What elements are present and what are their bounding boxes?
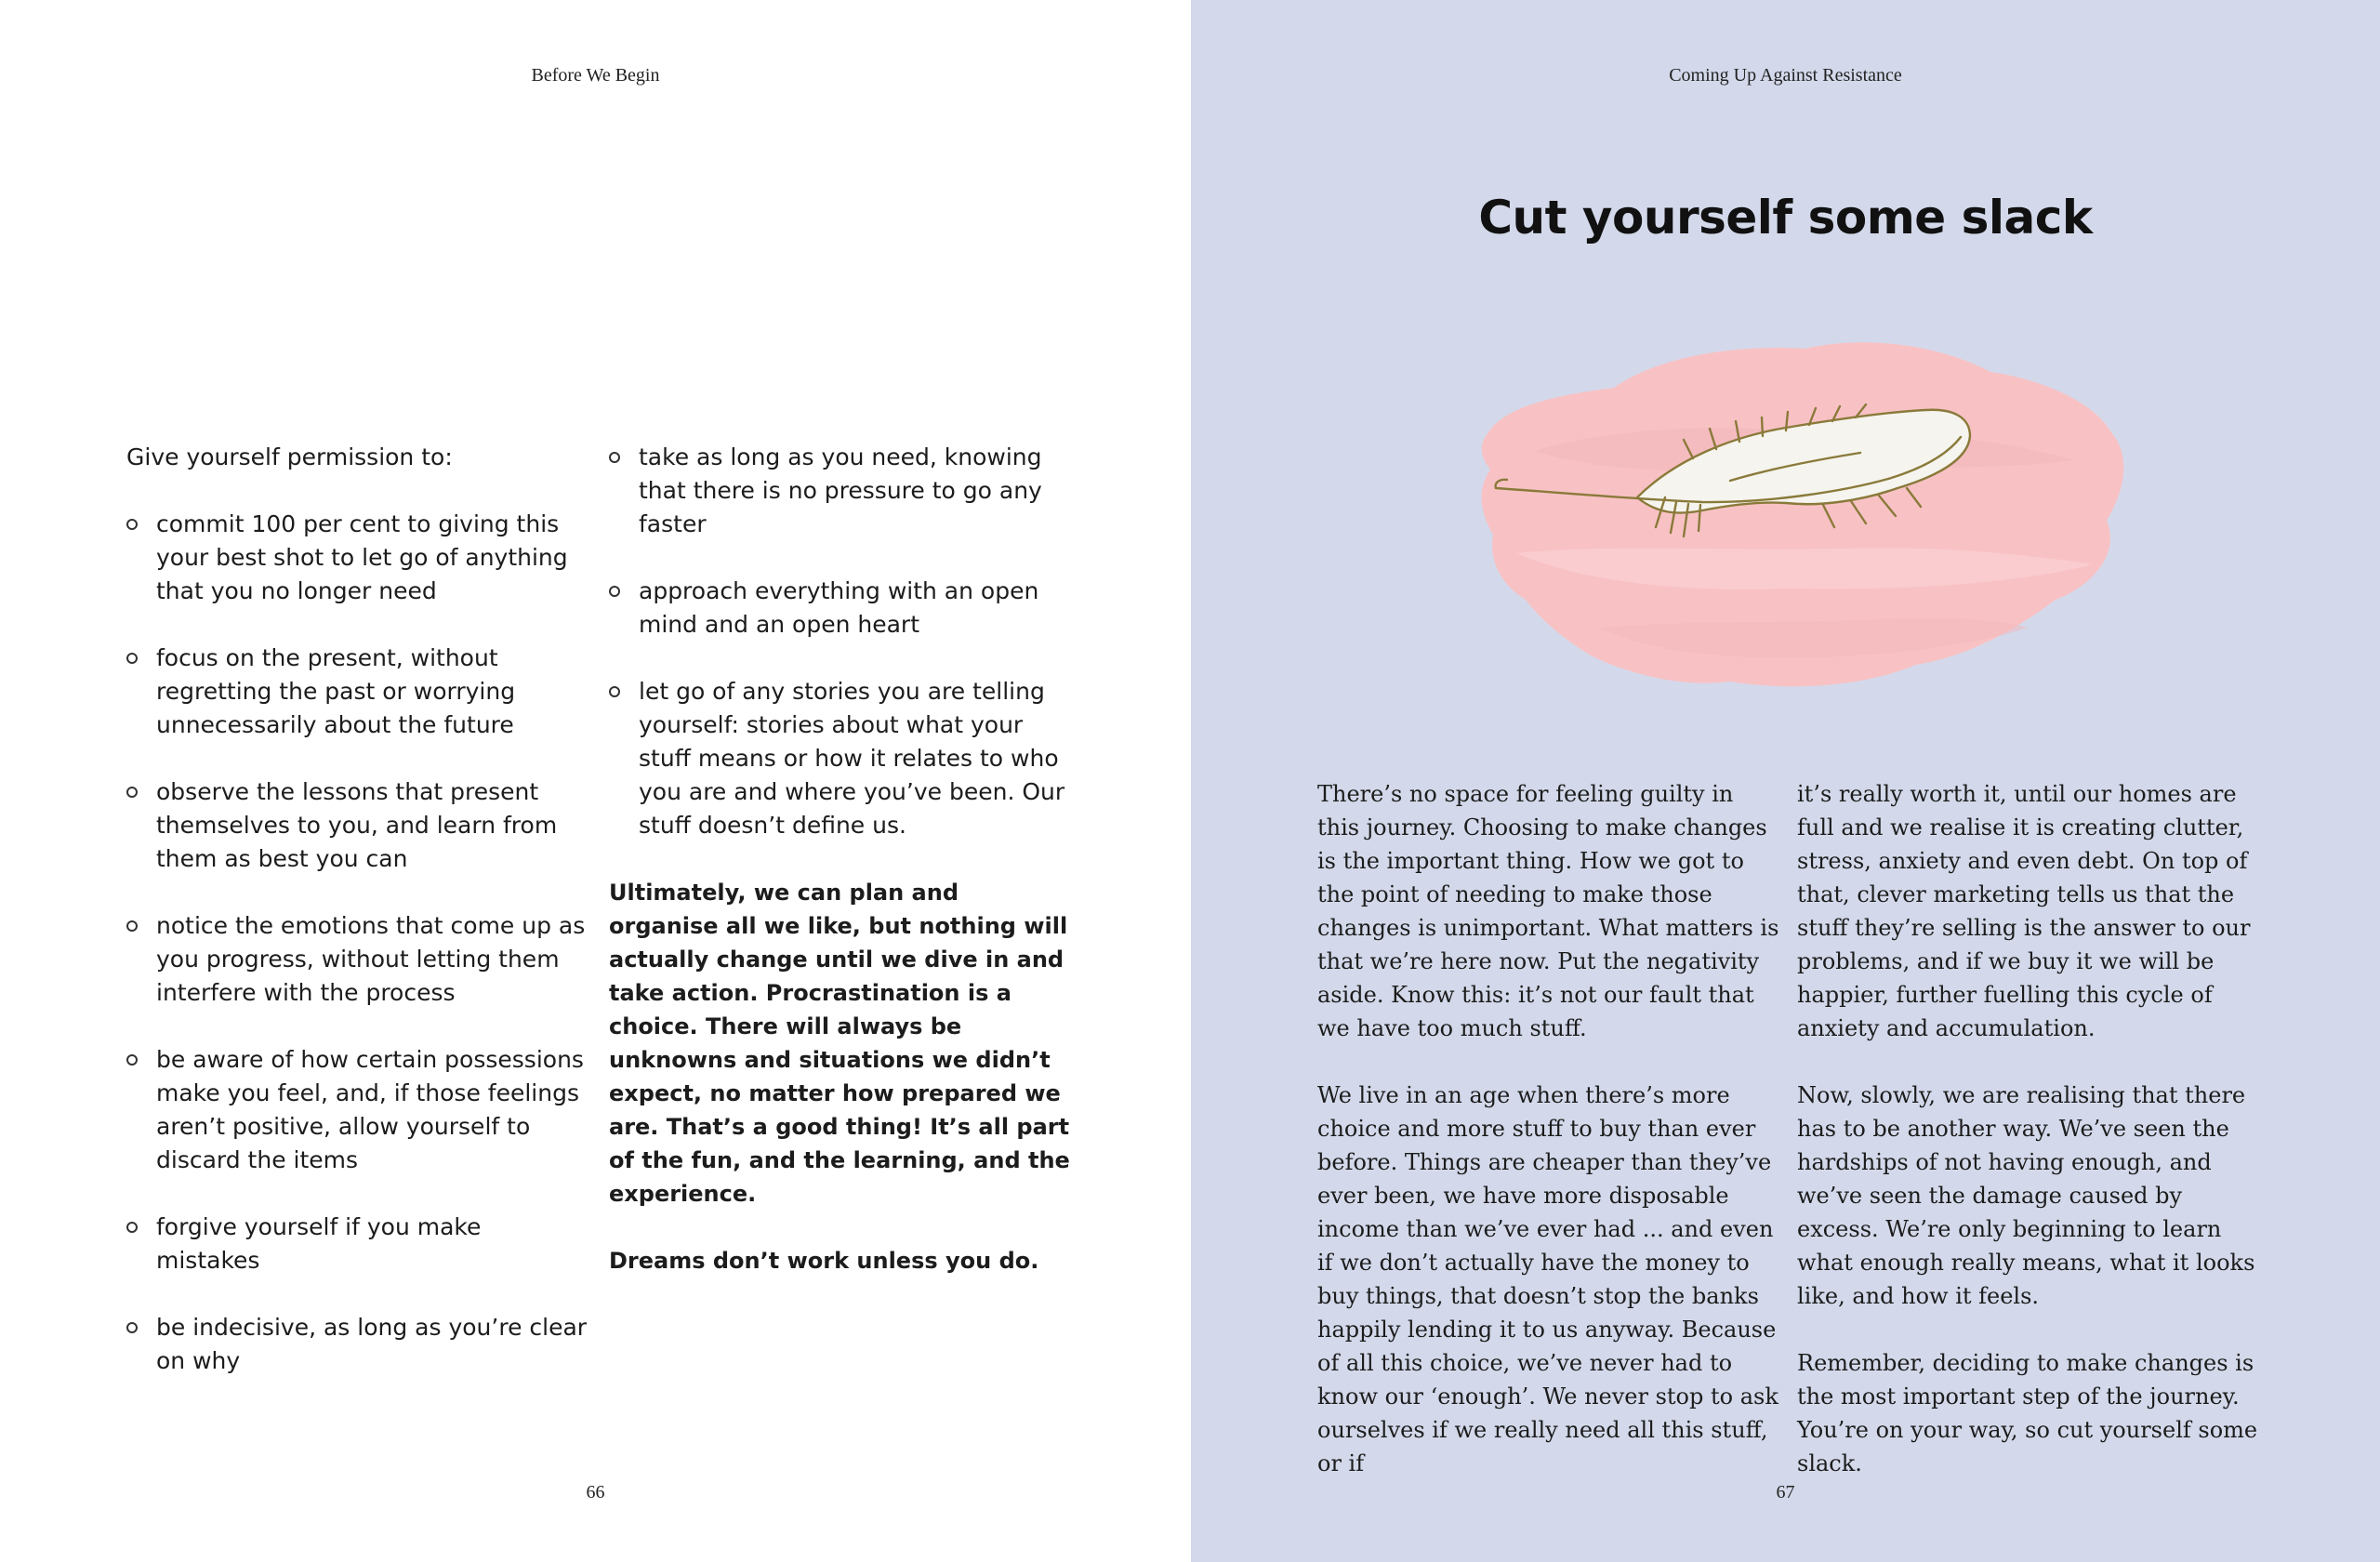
circle-bullet-icon bbox=[126, 519, 138, 530]
list-item: focus on the present, without regretting the past or worrying unnecessarily about the future bbox=[126, 642, 591, 742]
body-paragraph: Remember, deciding to make changes is the most important step of the journey. You’re on your way, so cut yourself some slack. bbox=[1797, 1350, 2258, 1476]
circle-bullet-icon bbox=[609, 686, 620, 697]
circle-bullet-icon bbox=[609, 452, 620, 463]
circle-bullet-icon bbox=[126, 1222, 138, 1233]
left-column-a bbox=[126, 441, 591, 1411]
list-item: observe the lessons that present themselves to you, and learn from them as best you can bbox=[126, 775, 591, 876]
body-paragraph: Now, slowly, we are realising that there has to be another way. We’ve seen the hardships of not having enough, and we’ve seen the damage caused by excess. We’re only beginning to learn what enough really means, what it looks like, and how it feels. bbox=[1797, 1082, 2255, 1309]
page-number-left: 66 bbox=[586, 1482, 605, 1502]
list-item: be indecisive, as long as you’re clear on why bbox=[126, 1311, 591, 1378]
circle-bullet-icon bbox=[126, 1322, 138, 1333]
list-item: take as long as you need, knowing that there is no pressure to go any faster bbox=[609, 441, 1074, 541]
circle-bullet-icon bbox=[126, 920, 138, 932]
chapter-title: Cut yourself some slack bbox=[1478, 191, 2093, 245]
closing-line: Dreams don’t work unless you do. bbox=[609, 1248, 1039, 1274]
body-paragraph: it’s really worth it, until our homes are full and we realise it is creating clutter, stress, anxiety and even debt. On top of that, clever marketing tells us that the stuff they’re selling is the answer to our problems, and if we buy it we will be happier, further fuelling this cycle of anxiety and accumulation. bbox=[1797, 781, 2251, 1041]
list-item: be aware of how certain possessions make you feel, and, if those feelings aren’t positive, allow yourself to discard the items bbox=[126, 1043, 591, 1177]
running-head-right: Coming Up Against Resistance bbox=[1669, 65, 1902, 86]
permission-list-a bbox=[126, 508, 591, 1378]
right-page bbox=[1191, 0, 2380, 1562]
list-item: commit 100 per cent to giving this your best shot to let go of anything that you no longer need bbox=[126, 508, 591, 608]
left-column-b bbox=[609, 441, 1074, 1311]
circle-bullet-icon bbox=[609, 586, 620, 597]
body-column-a bbox=[1317, 777, 1782, 1514]
closing-paragraph: Ultimately, we can plan and organise all we like, but nothing will actually change until we dive in and take action. Procrastination is a choice. There will always be unknowns and situations we didn’t expect, no matter how prepared we are. That’s a good thing! It’s all part of the fun, and the learning, and the experience. bbox=[609, 880, 1070, 1207]
body-column-b bbox=[1797, 777, 2262, 1514]
running-head-left: Before We Begin bbox=[531, 65, 660, 86]
circle-bullet-icon bbox=[126, 1054, 138, 1066]
page-number-right: 67 bbox=[1776, 1482, 1795, 1502]
list-item: forgive yourself if you make mistakes bbox=[126, 1211, 591, 1277]
list-item: let go of any stories you are telling yourself: stories about what your stuff means or how it relates to who you are and where you’ve been. Our stuff doesn’t define us. bbox=[609, 675, 1074, 842]
feather-icon bbox=[1451, 321, 2139, 711]
body-paragraph: There’s no space for feeling guilty in this journey. Choosing to make changes is the important thing. How we got to the point of needing to make those changes is unimportant. What matters is that we’re here now. Put the negativity aside. Know this: it’s not our fault that we have too much stuff. bbox=[1317, 781, 1779, 1041]
list-item: notice the emotions that come up as you progress, without letting them interfere with the process bbox=[126, 909, 591, 1010]
list-item: approach everything with an open mind and an open heart bbox=[609, 575, 1074, 642]
circle-bullet-icon bbox=[126, 653, 138, 664]
body-paragraph: We live in an age when there’s more choice and more stuff to buy than ever before. Things are cheaper than they’ve ever been, we have more disposable income than we’ve ever had ... and even if we don’t actually have the money to buy things, that doesn’t stop the banks happily lending it to us anyway. Because of all this choice, we’ve never had to know our ‘enough’. We never stop to ask ourselves if we really need all this stuff, or if bbox=[1317, 1082, 1778, 1476]
circle-bullet-icon bbox=[126, 787, 138, 798]
permission-lead: Give yourself permission to: bbox=[126, 443, 453, 470]
permission-list-b bbox=[609, 441, 1074, 842]
brush-stroke bbox=[1482, 342, 2124, 686]
